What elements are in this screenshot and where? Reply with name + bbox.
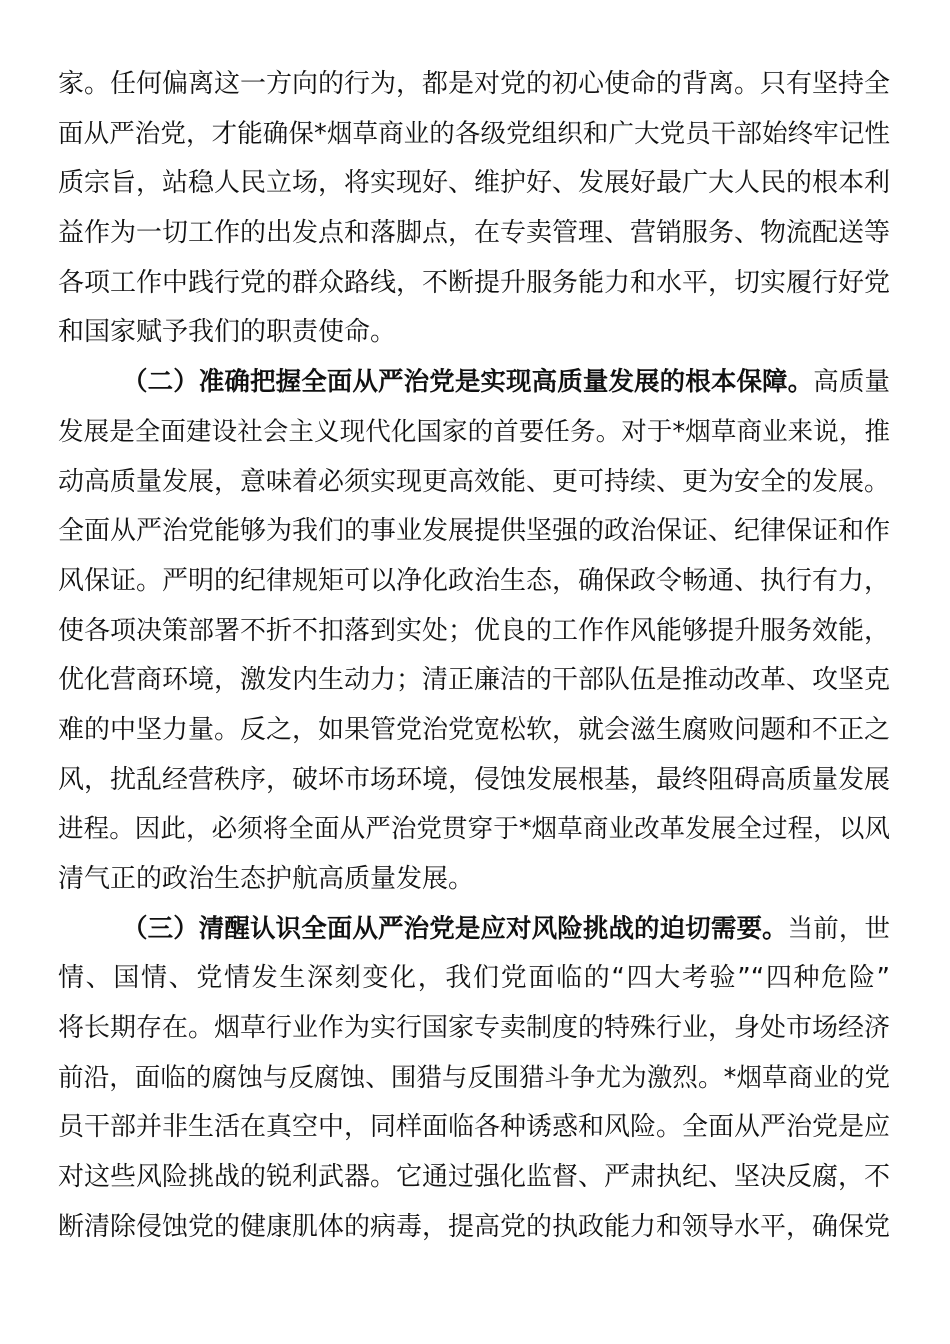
text-line — [58, 805, 890, 855]
line-text: 风，扰乱经营秩序，破坏市场环境，侵蚀发展根基，最终阻碍高质量发展 — [58, 764, 891, 795]
section-heading: （二）准确把握全面从严治党是实现高质量发展的根本保障。 — [122, 367, 814, 398]
line-text: 益作为一切工作的出发点和落脚点，在专卖管理、营销服务、物流配送等 — [58, 218, 891, 249]
text-line — [58, 557, 890, 607]
text-line — [58, 408, 890, 458]
text-line — [58, 1004, 890, 1054]
line-text: 员干部并非生活在真空中，同样面临各种诱惑和风险。全面从严治党是应 — [58, 1112, 891, 1143]
text-line — [58, 1203, 890, 1253]
text-line — [58, 110, 890, 160]
text-line — [58, 60, 890, 110]
line-text: 难的中坚力量。反之，如果管党治党宽松软，就会滋生腐败问题和不正之 — [58, 714, 891, 745]
line-text: 家。任何偏离这一方向的行为，都是对党的初心使命的背离。只有坚持全 — [58, 69, 891, 99]
line-text: 各项工作中践行党的群众路线，不断提升服务能力和水平，切实履行好党 — [58, 267, 891, 298]
line-text: 前沿，面临的腐蚀与反腐蚀、围猎与反围猎斗争尤为激烈。*烟草商业的党 — [58, 1062, 890, 1093]
text-line — [58, 209, 890, 259]
line-text: 当前，世 — [787, 913, 890, 944]
line-text: 面从严治党，才能确保*烟草商业的各级党组织和广大党员干部始终牢记性 — [58, 118, 890, 149]
line-text: 动高质量发展，意味着必须实现更高效能、更可持续、更为安全的发展。 — [58, 466, 891, 497]
section-heading-line — [58, 358, 890, 408]
text-line — [58, 706, 890, 756]
line-text: 对这些风险挑战的锐利武器。它通过强化监督、严肃执纪、坚决反腐，不 — [58, 1162, 891, 1193]
line-text: 和国家赋予我们的职责使命。 — [58, 317, 397, 348]
text-line — [58, 1103, 890, 1153]
line-text: 情、国情、党情发生深刻变化，我们党面临的“四大考验”“四种危险” — [58, 963, 890, 994]
line-text: 发展是全面建设社会主义现代化国家的首要任务。对于*烟草商业来说，推 — [58, 416, 890, 447]
text-line — [58, 855, 890, 905]
text-line — [58, 159, 890, 209]
text-line — [58, 756, 890, 806]
section-heading-line — [58, 905, 890, 955]
text-line — [58, 656, 890, 706]
body-text — [58, 60, 890, 1253]
text-line — [58, 507, 890, 557]
line-text: 使各项决策部署不折不扣落到实处；优良的工作作风能够提升服务效能， — [58, 615, 891, 646]
section-heading: （三）清醒认识全面从严治党是应对风险挑战的迫切需要。 — [122, 913, 788, 944]
text-line — [58, 259, 890, 309]
text-line — [58, 1153, 890, 1203]
text-line — [58, 308, 890, 358]
text-line — [58, 607, 890, 657]
line-text: 风保证。严明的纪律规矩可以净化政治生态，确保政令畅通、执行有力， — [58, 565, 891, 596]
line-text: 质宗旨，站稳人民立场，将实现好、维护好、发展好最广大人民的根本利 — [58, 168, 891, 199]
line-text: 断清除侵蚀党的健康肌体的病毒，提高党的执政能力和领导水平，确保党 — [58, 1211, 891, 1242]
line-text: 全面从严治党能够为我们的事业发展提供坚强的政治保证、纪律保证和作 — [58, 516, 891, 547]
text-line — [58, 458, 890, 508]
line-text: 进程。因此，必须将全面从严治党贯穿于*烟草商业改革发展全过程，以风 — [58, 814, 890, 845]
line-text: 清气正的政治生态护航高质量发展。 — [58, 864, 475, 894]
line-text: 将长期存在。烟草行业作为实行国家专卖制度的特殊行业，身处市场经济 — [58, 1013, 891, 1044]
text-line — [58, 954, 890, 1004]
line-text: 优化营商环境，激发内生动力；清正廉洁的干部队伍是推动改革、攻坚克 — [58, 665, 891, 696]
line-text: 高质量 — [813, 367, 890, 398]
text-line — [58, 1054, 890, 1104]
